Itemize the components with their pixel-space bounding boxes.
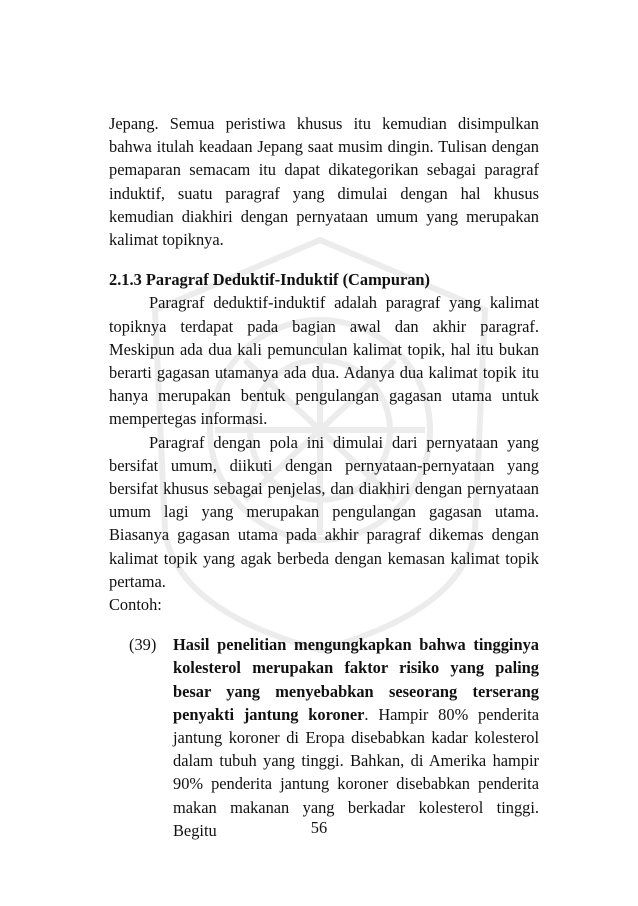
- intro-paragraph: Jepang. Semua peristiwa khusus itu kemudian disimpulkan bahwa itulah keadaan Jepang saat musim dingin. Tulisan dengan pemaparan semacam itu dapat dikategorikan sebagai paragraf induktif, suatu paragraf yang dimulai dengan hal khusus kemudian diakhiri dengan pernyataan umum yang merupakan kalimat topiknya.: [109, 114, 539, 250]
- example-label: Contoh:: [109, 595, 162, 615]
- example-supporting-text: Hampir 80% penderita jantung koroner di Eropa disebabkan kadar kolesterol dalam tubuh yang tinggi. Bahkan, di Amerika hampir 90% penderita jantung koroner disebabkan penderita makan makanan yang berkadar kolesterol tinggi. Begitu: [173, 704, 539, 840]
- page-body: [109, 112, 539, 842]
- section-paragraph-2: Paragraf dengan pola ini dimulai dari pernyataan yang bersifat umum, diikuti dengan pernyataan-pernyataan yang bersifat khusus sebagai penjelas, dan diakhiri dengan pernyataan umum lagi yang merupakan pengulangan gagasan utama. Biasanya gagasan utama pada akhir paragraf dikemas dengan kalimat topik yang agak berbeda dengan kemasan kalimat topik pertama.: [109, 432, 539, 591]
- example-text: [173, 633, 539, 842]
- section-heading: 2.1.3 Paragraf Deduktif-Induktif (Campuran): [109, 270, 430, 290]
- example-number: (39): [129, 635, 157, 655]
- page-number: 56: [310, 818, 328, 837]
- example-block: [129, 633, 539, 842]
- section-paragraph-1: Paragraf deduktif-induktif adalah paragraf yang kalimat topiknya terdapat pada bagian awal dan akhir paragraf. Meskipun ada dua kali pemunculan kalimat topik, hal itu bukan berarti gagasan utamanya ada dua. Adanya dua kalimat topik itu hanya merupakan bentuk pengulangan gagasan utama untuk mempertegas informasi.: [109, 293, 539, 429]
- example-topic-sentence: Hasil penelitian mengungkapkan bahwa tingginya kolesterol merupakan faktor risiko yang paling besar yang menyebabkan seseorang terserang penyakti jantung koroner: [173, 635, 539, 724]
- example-period: .: [364, 704, 369, 724]
